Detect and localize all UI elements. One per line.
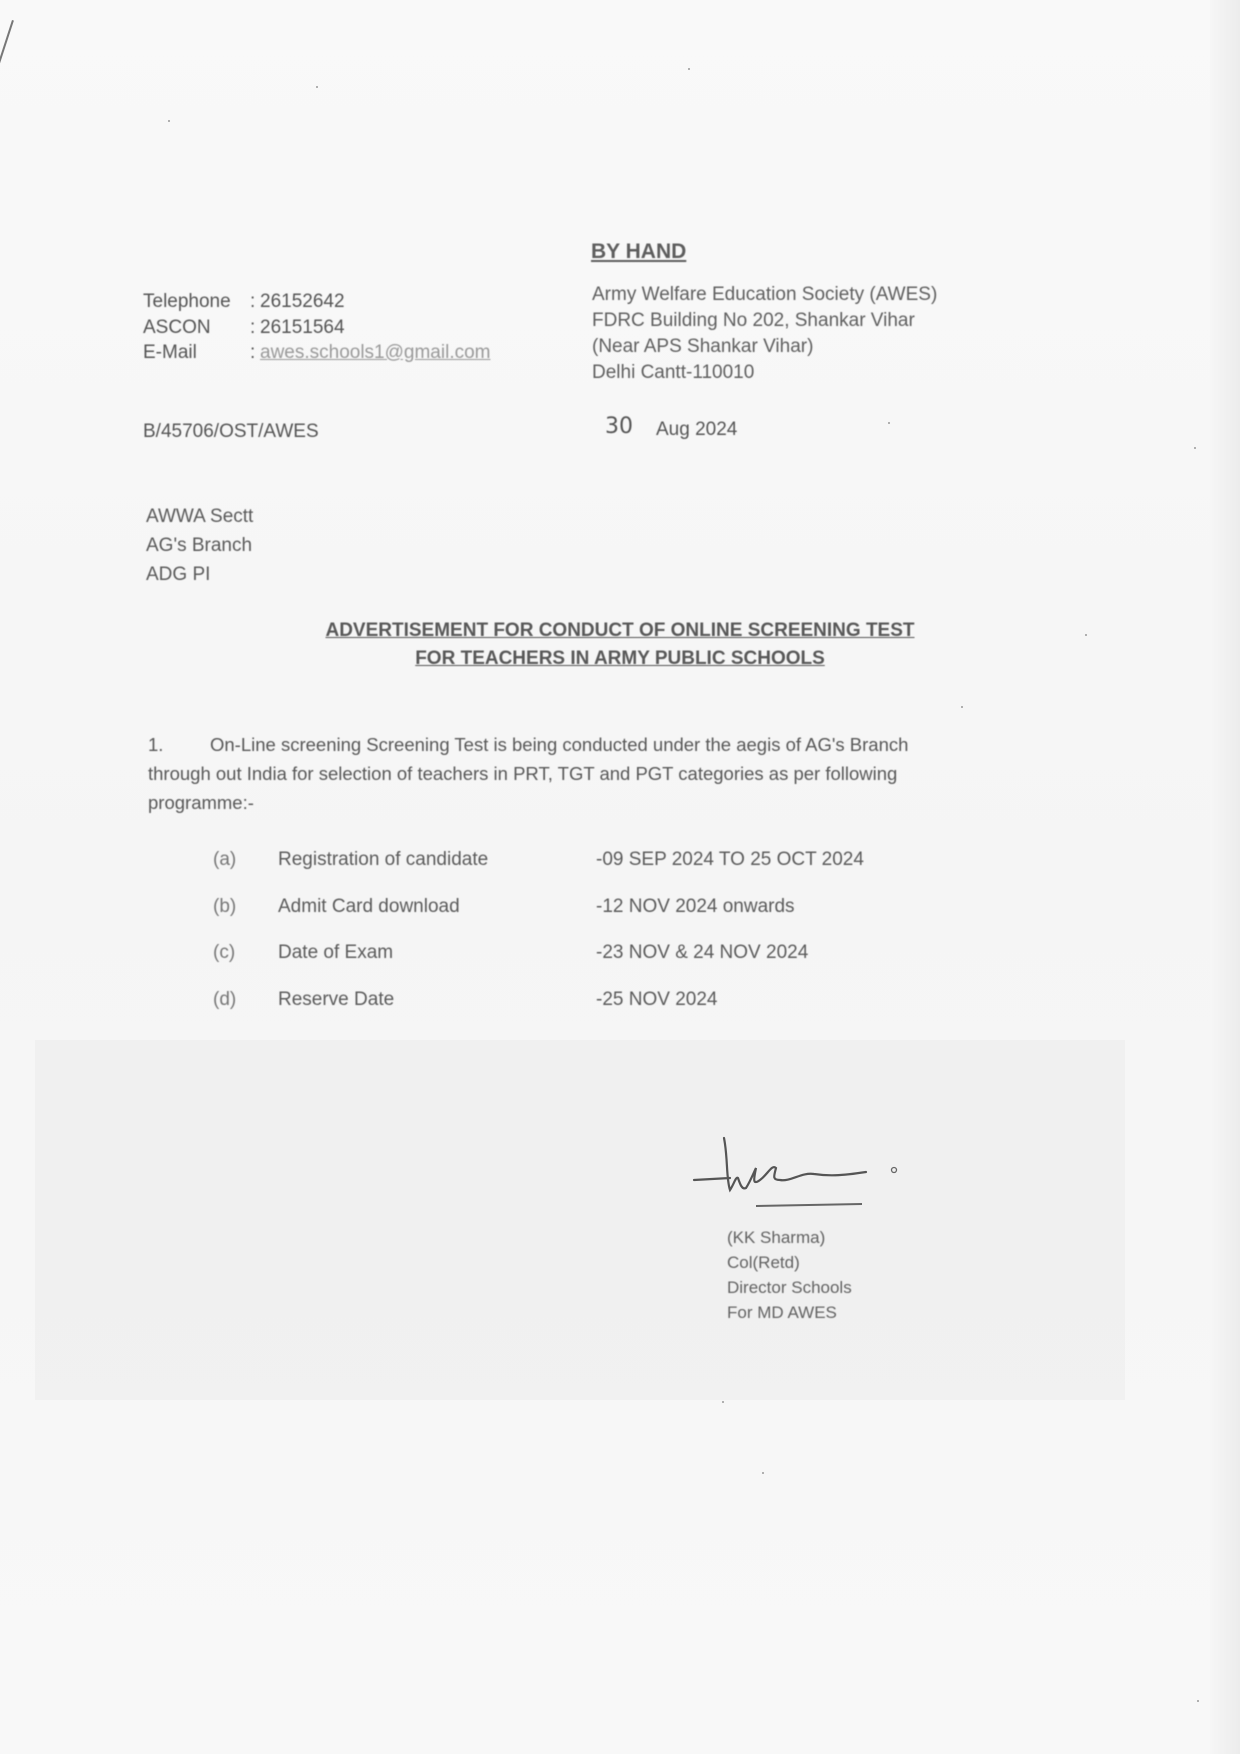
schedule-ref: (a) [213, 849, 237, 870]
paragraph-line: through out India for selection of teachers in PRT, TGT and PGT categories as per following [148, 763, 898, 784]
recipient-line: ADG PI [146, 564, 211, 585]
contact-email [143, 342, 491, 364]
schedule-label: Admit Card download [278, 896, 460, 917]
address-line: Army Welfare Education Society (AWES) [592, 284, 938, 305]
by-hand-label: BY HAND [591, 240, 687, 263]
contact-ascon [143, 317, 345, 339]
address-line: FDRC Building No 202, Shankar Vihar [592, 310, 915, 331]
schedule-label: Registration of candidate [278, 849, 489, 870]
contact-separator: : [250, 291, 256, 312]
scan-speck [1194, 447, 1196, 449]
scan-edge-mark [0, 20, 14, 182]
scan-shadow [35, 1040, 1125, 1400]
address-line: Delhi Cantt-110010 [592, 362, 755, 383]
contact-telephone [143, 291, 345, 313]
scan-speck [168, 120, 170, 122]
scan-speck [316, 86, 318, 88]
signatory-name: (KK Sharma) [727, 1228, 826, 1247]
contact-separator: : [250, 342, 256, 363]
reference-number: B/45706/OST/AWES [143, 421, 319, 442]
contact-value: 26152642 [260, 291, 345, 312]
contact-label: ASCON [143, 317, 211, 338]
schedule-value: -12 NOV 2024 onwards [596, 896, 795, 917]
scan-speck [888, 422, 890, 424]
schedule-value: -25 NOV 2024 [596, 989, 718, 1010]
scan-speck [722, 1401, 724, 1403]
schedule-ref: (c) [213, 942, 236, 963]
email-link[interactable]: awes.schools1@gmail.com [260, 342, 491, 363]
schedule-ref: (b) [213, 896, 237, 917]
scan-speck [1197, 1700, 1199, 1702]
schedule-value: -09 SEP 2024 TO 25 OCT 2024 [596, 849, 864, 870]
scan-speck [762, 1472, 764, 1474]
contact-label: Telephone [143, 291, 231, 312]
schedule-ref: (d) [213, 989, 237, 1010]
signatory-title: Director Schools [727, 1278, 852, 1297]
scan-speck [688, 68, 690, 70]
contact-label: E-Mail [143, 342, 197, 363]
date-day: 30 [605, 414, 633, 439]
contact-value: 26151564 [260, 317, 345, 338]
paragraph-number: 1. [148, 734, 164, 755]
recipient-line: AWWA Sectt [146, 506, 254, 527]
contact-separator: : [250, 317, 256, 338]
signature-image [690, 1128, 910, 1228]
signatory-rank: Col(Retd) [727, 1253, 800, 1272]
schedule-label: Reserve Date [278, 989, 395, 1010]
address-line: (Near APS Shankar Vihar) [592, 336, 814, 357]
signatory-for: For MD AWES [727, 1303, 837, 1322]
subject-line: ADVERTISEMENT FOR CONDUCT OF ONLINE SCREENING TEST [325, 620, 915, 641]
date-month-year: Aug 2024 [656, 419, 738, 440]
page-edge [1210, 0, 1240, 1754]
subject-line: FOR TEACHERS IN ARMY PUBLIC SCHOOLS [415, 648, 825, 669]
recipient-line: AG's Branch [146, 535, 253, 556]
paragraph-line [148, 734, 908, 756]
scan-speck [961, 706, 963, 708]
schedule-label: Date of Exam [278, 942, 394, 963]
paragraph-text: On-Line screening Screening Test is being conducted under the aegis of AG's Branch [210, 734, 909, 755]
schedule-value: -23 NOV & 24 NOV 2024 [596, 942, 809, 963]
paragraph-line: programme:- [148, 792, 254, 813]
